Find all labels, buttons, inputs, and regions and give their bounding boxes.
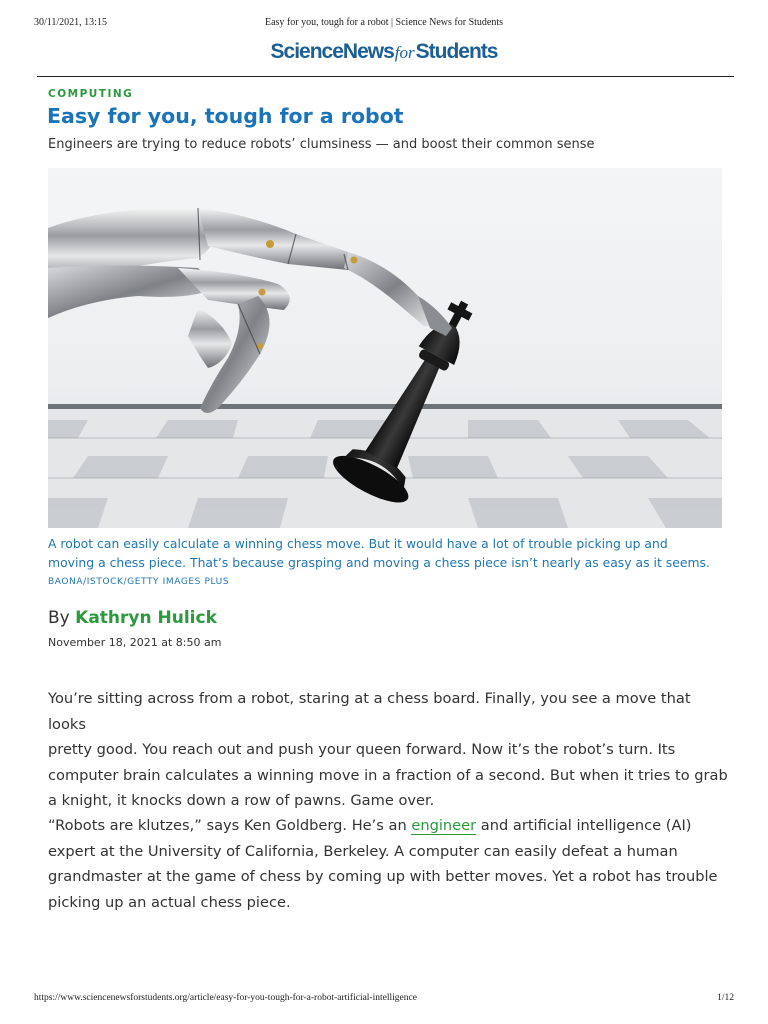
paragraph-line: picking up an actual chess piece.	[48, 893, 291, 911]
print-footer	[0, 993, 768, 1007]
robot-chess-illustration	[48, 168, 722, 528]
paragraph-text: “Robots are klutzes,” says Ken Goldberg. He’s an	[48, 817, 412, 834]
paragraph-line: expert at the University of California, Berkeley. A computer can easily defeat a human	[48, 842, 678, 860]
paragraph-text: and artificial intelligence (AI)	[476, 817, 692, 834]
category-kicker[interactable]: COMPUTING	[48, 88, 134, 100]
print-header	[0, 17, 768, 31]
paragraph-line: pretty good. You reach out and push your queen forward. Now it’s the robot’s turn. Its	[48, 741, 676, 758]
logo-part-for: for	[394, 43, 415, 62]
publish-date: November 18, 2021 at 8:50 am	[48, 636, 222, 649]
paragraph-line: You’re sitting across from a robot, staring at a chess board. Finally, you see a move that looks	[48, 690, 691, 733]
author-link[interactable]: Kathryn Hulick	[75, 608, 217, 628]
hero-image	[48, 168, 722, 528]
site-logo[interactable]	[0, 40, 768, 64]
engineer-link[interactable]: engineer	[411, 817, 477, 834]
caption-line: moving a chess piece. That’s because grasping and moving a chess piece isn’t nearly as easy as it seems.	[48, 555, 710, 570]
paragraph-line	[48, 813, 728, 839]
image-caption	[48, 534, 722, 572]
header-divider	[37, 76, 734, 77]
article-paragraph	[48, 813, 728, 915]
paragraph-line: grandmaster at the game of chess by coming up with better moves. Yet a robot has trouble	[48, 868, 718, 885]
print-datetime: 30/11/2021, 13:15	[34, 17, 107, 28]
paragraph-line: computer brain calculates a winning move in a fraction of a second. But when it tries to grab	[48, 766, 728, 784]
byline	[48, 608, 217, 628]
logo-part-students: Students	[415, 40, 498, 63]
article-paragraph	[48, 686, 728, 814]
image-credit: BAONA/ISTOCK/GETTY IMAGES PLUS	[48, 577, 230, 587]
byline-prefix: By	[48, 608, 70, 628]
print-page-title: Easy for you, tough for a robot | Science News for Students	[264, 17, 504, 28]
article-headline: Easy for you, tough for a robot	[47, 104, 404, 128]
article-dek: Engineers are trying to reduce robots’ clumsiness — and boost their common sense	[48, 137, 595, 152]
print-url: https://www.sciencenewsforstudents.org/article/easy-for-you-tough-for-a-robot-artificial-intelligence	[34, 993, 417, 1003]
logo-part-sciencenews: ScienceNews	[270, 40, 394, 63]
paragraph-line: a knight, it knocks down a row of pawns. Game over.	[48, 792, 435, 809]
caption-line: A robot can easily calculate a winning chess move. But it would have a lot of trouble picking up and	[48, 536, 668, 551]
print-page-number: 1/12	[717, 993, 734, 1003]
